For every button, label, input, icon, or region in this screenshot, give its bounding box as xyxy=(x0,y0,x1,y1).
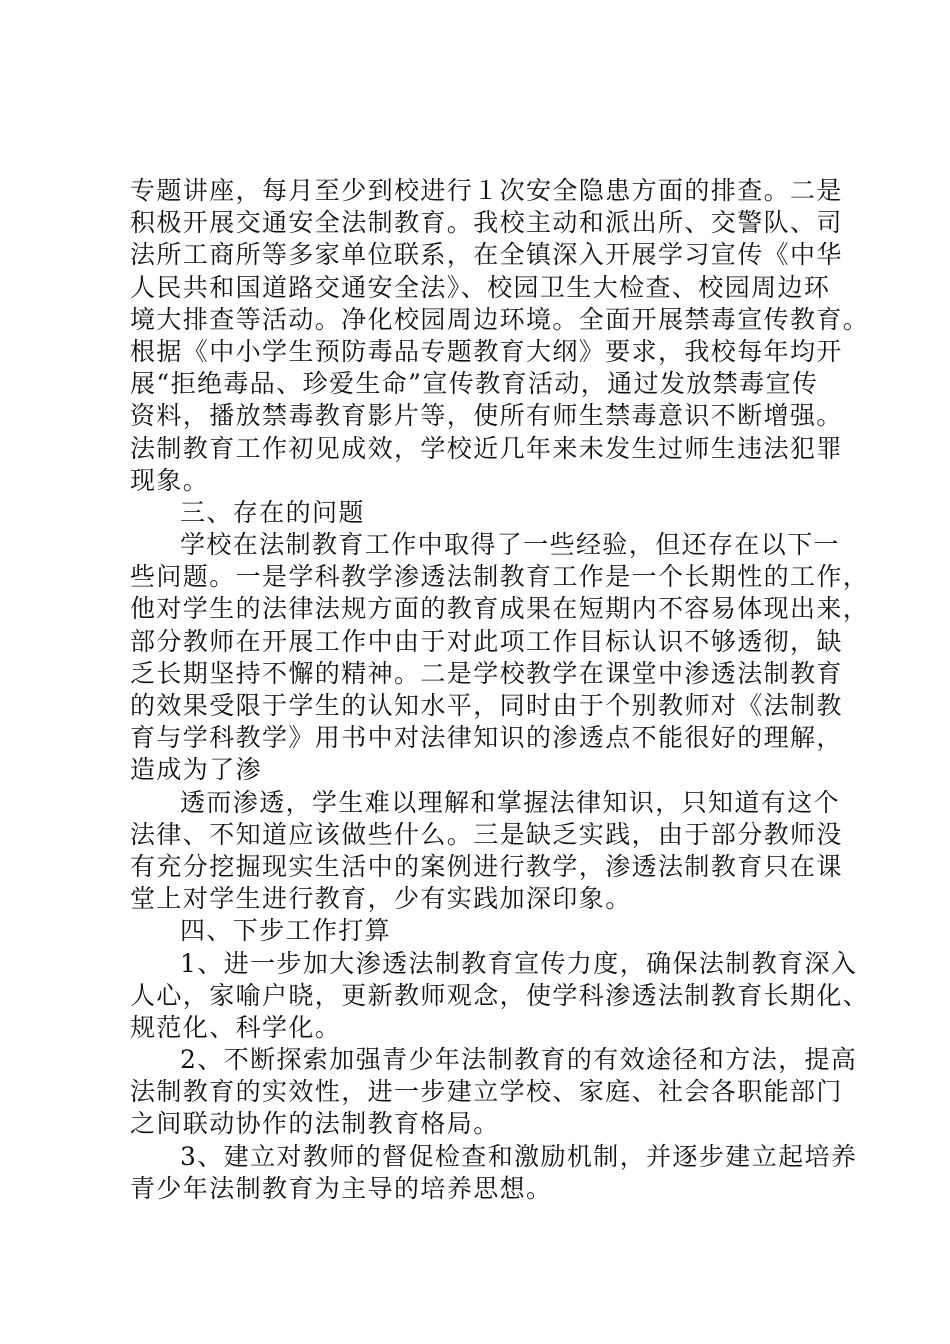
text-line: 有充分挖掘现实生活中的案例进行教学，渗透法制教育只在课 xyxy=(130,851,843,881)
text-line: 法制教育工作初见成效，学校近几年来未发生过师生违法犯罪 xyxy=(130,433,843,463)
text-line: 法制教育的实效性，进一步建立学校、家庭、社会各职能部门 xyxy=(130,1077,843,1107)
text-line: 他对学生的法律法规方面的教育成果在短期内不容易体现出来， xyxy=(130,594,870,624)
text-line: 积极开展交通安全法制教育。我校主动和派出所、交警队、司 xyxy=(130,208,843,238)
text-line: 2、不断探索加强青少年法制教育的有效途径和方法，提高 xyxy=(180,1045,858,1075)
text-line: 学校在法制教育工作中取得了一些经验，但还存在以下一 xyxy=(180,530,841,560)
text-line: 根据《中小学生预防毒品专题教育大纲》要求，我校每年均开 xyxy=(130,336,843,366)
text-line: 堂上对学生进行教育，少有实践加深印象。 xyxy=(130,884,632,914)
text-line: 些问题。一是学科教学渗透法制教育工作是一个长期性的工作， xyxy=(130,562,870,592)
text-line: 部分教师在开展工作中由于对此项工作目标认识不够透彻，缺 xyxy=(130,626,843,656)
text-line: 资料，播放禁毒教育影片等，使所有师生禁毒意识不断增强。 xyxy=(130,401,843,431)
text-line: 的效果受限于学生的认知水平，同时由于个别教师对《法制教 xyxy=(130,691,843,720)
text-line: 造成为了渗 xyxy=(130,755,263,785)
text-line: 之间联动协作的法制教育格局。 xyxy=(130,1109,500,1139)
text-line: 法所工商所等多家单位联系，在全镇深入开展学习宣传《中华 xyxy=(130,240,843,270)
text-line: 境大排查等活动。净化校园周边环境。全面开展禁毒宣传教育。 xyxy=(130,304,870,334)
text-line: 现象。 xyxy=(130,465,210,495)
text-line: 展“拒绝毒品、珍爱生命”宣传教育活动，通过发放禁毒宣传 xyxy=(130,369,819,399)
text-line: 3、建立对教师的督促检查和激励机制，并逐步建立起培养 xyxy=(180,1141,858,1171)
text-line: 乏长期坚持不懈的精神。二是学校教学在课堂中渗透法制教育 xyxy=(130,658,843,688)
document-body xyxy=(130,175,870,1205)
text-line: 三、存在的问题 xyxy=(180,497,365,527)
text-line: 透而渗透，学生难以理解和掌握法律知识，只知道有这个 xyxy=(180,787,841,817)
text-line: 四、下步工作打算 xyxy=(180,916,392,946)
text-line: 青少年法制教育为主导的培养思想。 xyxy=(130,1173,553,1203)
text-line: 规范化、科学化。 xyxy=(130,1012,342,1042)
text-line: 人民共和国道路交通安全法》、校园卫生大检查、校园周边环 xyxy=(130,272,831,302)
text-line: 1、进一步加大渗透法制教育宣传力度，确保法制教育深入 xyxy=(180,948,858,978)
text-line: 育与学科教学》用书中对法律知识的渗透点不能很好的理解， xyxy=(130,723,843,753)
text-line: 人心，家喻户晓，更新教师观念，使学科渗透法制教育长期化、 xyxy=(130,980,870,1010)
text-line: 法律、不知道应该做些什么。三是缺乏实践，由于部分教师没 xyxy=(130,819,843,849)
text-line: 专题讲座，每月至少到校进行１次安全隐患方面的排查。二是 xyxy=(130,176,843,205)
